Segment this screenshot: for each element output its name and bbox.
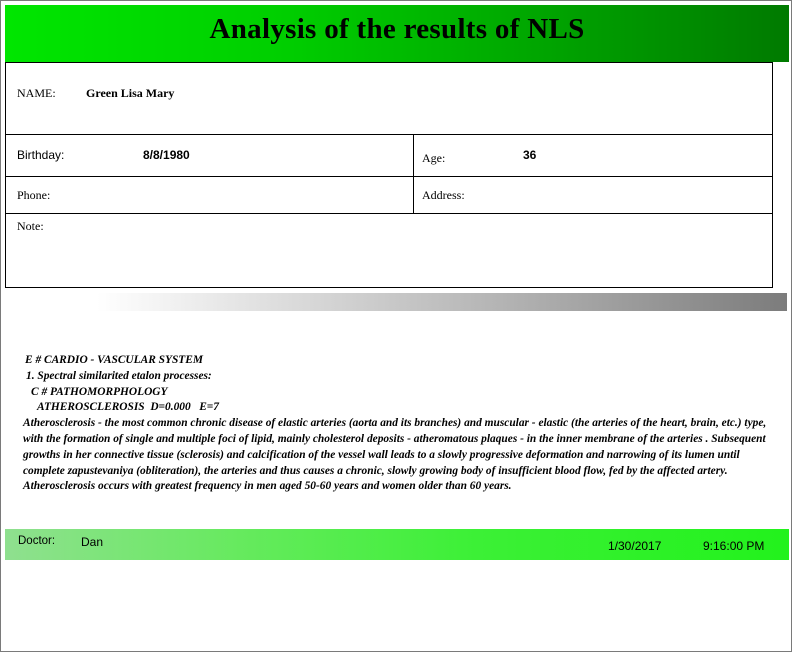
table-divider bbox=[6, 176, 772, 177]
report-title: Analysis of the results of NLS bbox=[209, 13, 585, 45]
patient-name: Green Lisa Mary bbox=[86, 86, 175, 100]
name-label: NAME: bbox=[17, 86, 56, 100]
finding-description: Atherosclerosis - the most common chronic disease of elastic arteries (aorta and its branches) and muscular - elastic (the arteries of the heart, brain, etc.) type, with the formation of single and multiple foci of lipid, mainly cholesterol deposits - atheromatous plaques - in the inner membrane of the arteries . Subsequent growths in her connective tissue (sclerosis) and calcification of the vessel wall leads to a slowly progressive deformation and narrowing of its lumen until complete zapustevaniya (obliteration), the arteries and thus causes a chronic, slowly growing body of insufficient blood flow, fed by the affected artery. Atherosclerosis occurs with greatest frequency in men aged 50-60 years and women older than 60 years. bbox=[23, 417, 767, 493]
table-divider bbox=[6, 213, 772, 214]
title-banner bbox=[5, 5, 789, 62]
report-time: 9:16:00 PM bbox=[703, 539, 765, 553]
doctor-name: Dan bbox=[81, 535, 104, 549]
patient-birthday: 8/8/1980 bbox=[143, 148, 190, 162]
age-label: Age: bbox=[422, 151, 446, 165]
patient-age: 36 bbox=[523, 148, 537, 162]
phone-label: Phone: bbox=[17, 188, 51, 202]
section-separator-bar bbox=[97, 293, 787, 311]
process-heading: 1. Spectral similarited etalon processes: bbox=[26, 369, 212, 382]
address-label: Address: bbox=[422, 188, 465, 202]
finding-heading: ATHEROSCLEROSIS D=0.000 E=7 bbox=[37, 401, 219, 414]
table-divider bbox=[6, 134, 772, 135]
section-heading: E # CARDIO - VASCULAR SYSTEM bbox=[25, 354, 203, 366]
doctor-label: Doctor: bbox=[18, 535, 56, 547]
doctor-footer-bar bbox=[5, 529, 789, 560]
report-date: 1/30/2017 bbox=[608, 539, 662, 553]
table-divider bbox=[413, 134, 414, 214]
note-label: Note: bbox=[17, 219, 44, 233]
analysis-report bbox=[23, 353, 773, 495]
patient-info-table bbox=[5, 62, 773, 288]
birthday-label: Birthday: bbox=[17, 148, 65, 162]
category-heading: C # PATHOMORPHOLOGY bbox=[31, 385, 168, 398]
